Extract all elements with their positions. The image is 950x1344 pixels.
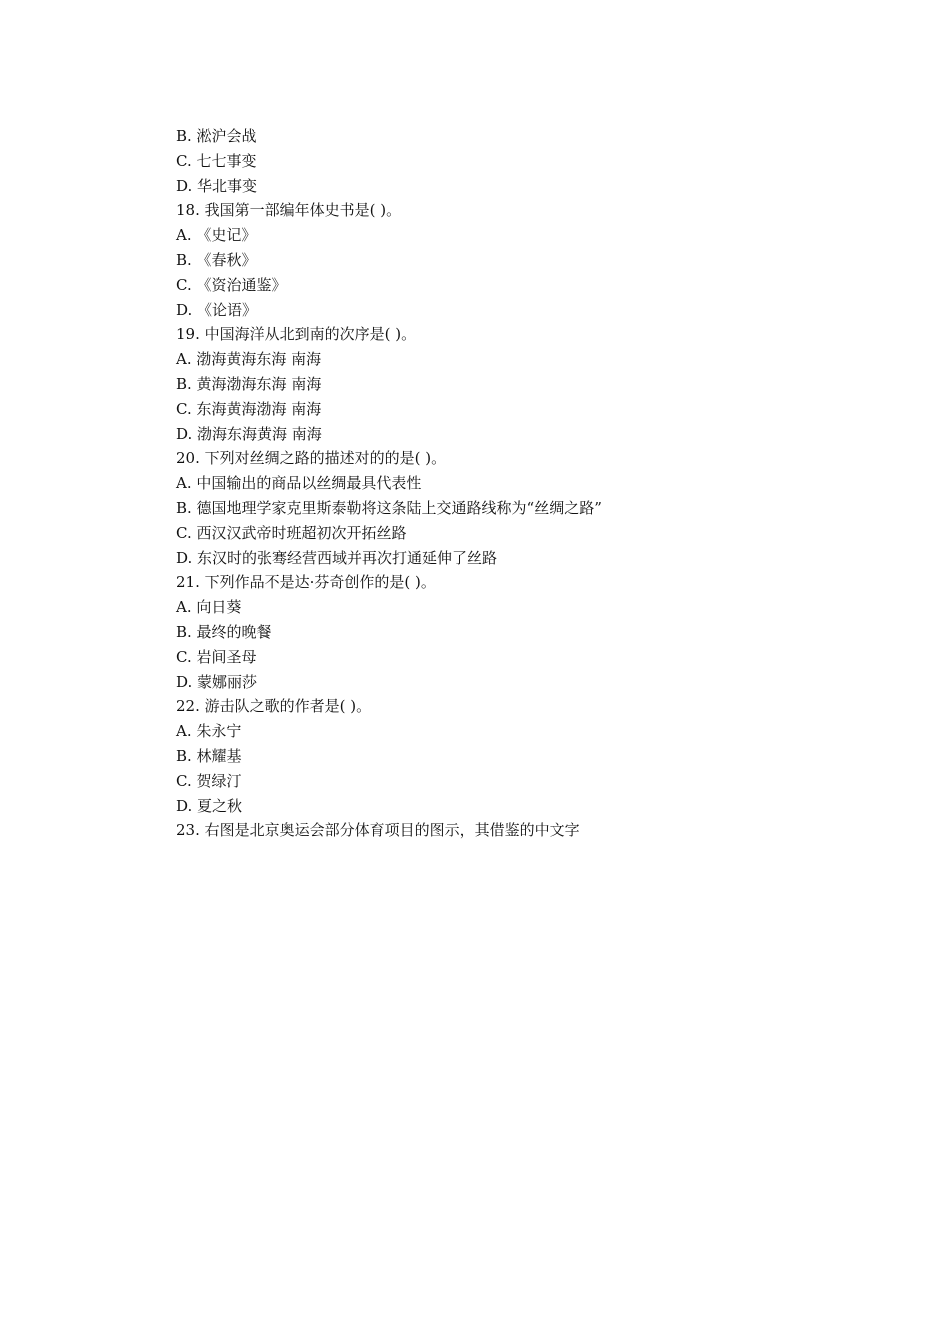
question-20-option-c: C. 西汉汉武帝时班超初次开拓丝路 bbox=[176, 523, 407, 542]
question-19-option-a: A. 渤海黄海东海 南海 bbox=[176, 350, 322, 369]
question-18-option-c: C. 《资治通鉴》 bbox=[176, 275, 287, 294]
question-19-option-b: B. 黄海渤海东海 南海 bbox=[176, 374, 322, 393]
question-20: 20. 下列对丝绸之路的描述对的的是( )。 bbox=[176, 449, 447, 468]
question-20-option-b: B. 德国地理学家克里斯泰勒将这条陆上交通路线称为“丝绸之路” bbox=[176, 498, 602, 517]
question-20-option-d: D. 东汉时的张骞经营西域并再次打通延伸了丝路 bbox=[176, 548, 498, 567]
question-22: 22. 游击队之歌的作者是( )。 bbox=[176, 697, 372, 716]
question-20-option-a: A. 中国输出的商品以丝绸最具代表性 bbox=[176, 474, 422, 493]
option-b-line: B. 淞沪会战 bbox=[176, 127, 257, 145]
question-18-option-b: B. 《春秋》 bbox=[176, 250, 257, 269]
option-d-line: D. 华北事变 bbox=[176, 176, 258, 195]
question-22-option-a: A. 朱永宁 bbox=[176, 722, 242, 741]
question-19-option-d: D. 渤海东海黄海 南海 bbox=[176, 424, 322, 443]
question-text-block bbox=[176, 124, 796, 843]
question-18-option-d: D. 《论语》 bbox=[176, 300, 258, 319]
question-22-option-b: B. 林耀基 bbox=[176, 746, 242, 765]
option-c-line: C. 七七事变 bbox=[176, 151, 257, 170]
question-18-option-a: A. 《史记》 bbox=[176, 226, 257, 245]
question-21-option-b: B. 最终的晚餐 bbox=[176, 622, 272, 641]
question-23: 23. 右图是北京奥运会部分体育项目的图示，其借鉴的中文字 bbox=[176, 821, 580, 840]
question-19-option-c: C. 东海黄海渤海 南海 bbox=[176, 399, 322, 418]
question-22-option-d: D. 夏之秋 bbox=[176, 796, 243, 815]
question-22-option-c: C. 贺绿汀 bbox=[176, 771, 242, 790]
question-21-option-a: A. 向日葵 bbox=[176, 598, 242, 617]
question-19: 19. 中国海洋从北到南的次序是( )。 bbox=[176, 325, 417, 344]
question-18: 18. 我国第一部编年体史书是( )。 bbox=[176, 201, 402, 220]
question-21-option-d: D. 蒙娜丽莎 bbox=[176, 672, 258, 691]
question-21: 21. 下列作品不是达·芬奇创作的是( )。 bbox=[176, 573, 436, 592]
question-21-option-c: C. 岩间圣母 bbox=[176, 647, 257, 666]
